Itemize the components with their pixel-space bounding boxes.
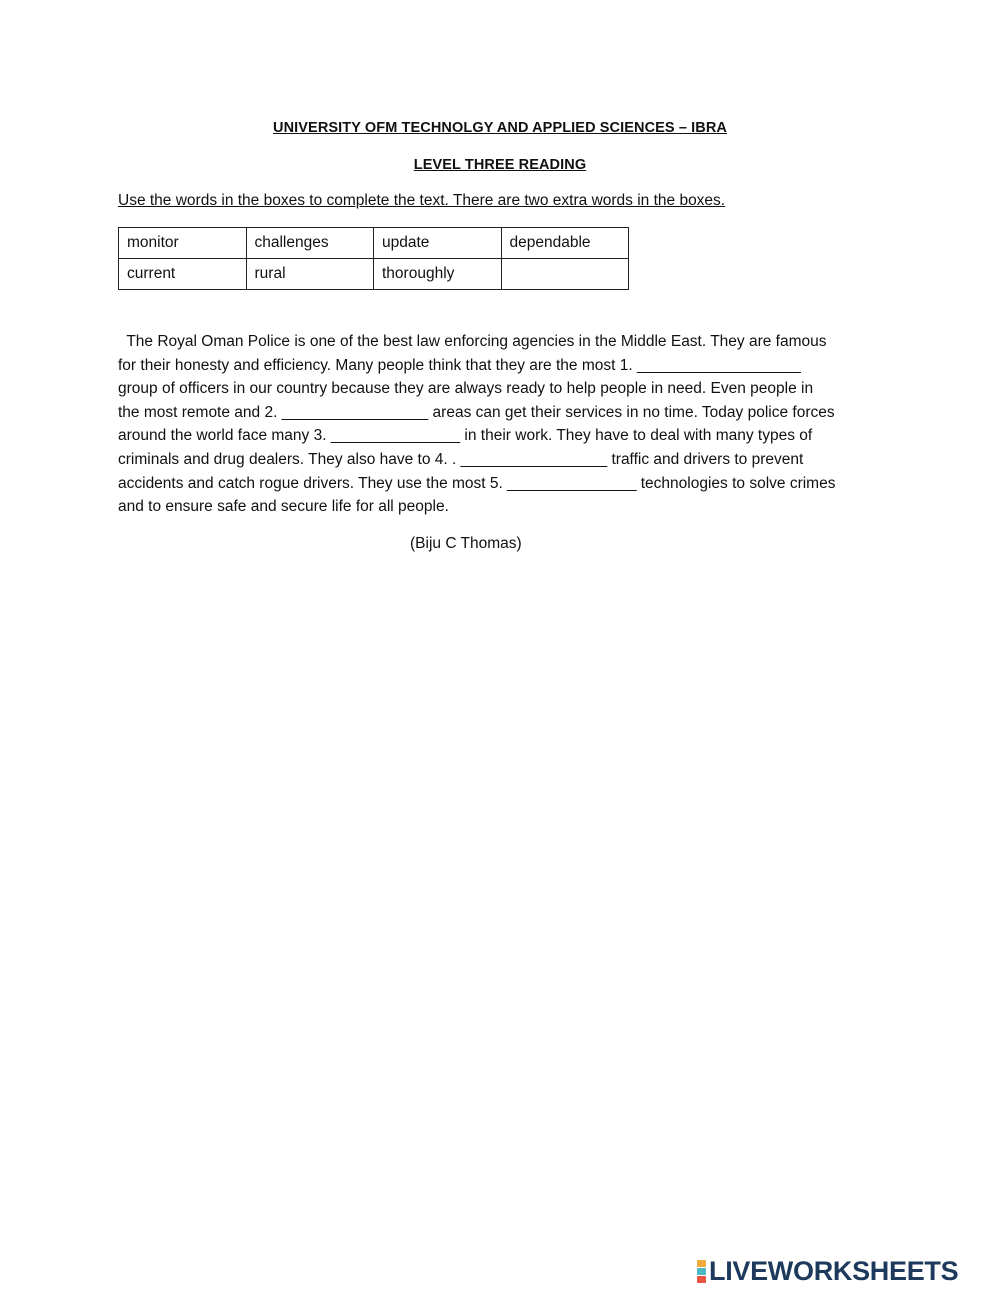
word-cell: monitor (119, 228, 247, 259)
passage-line: criminals and drug dealers. They also have to 4. . _________________ traffic and drivers to prevent (118, 450, 804, 468)
passage-line: and to ensure safe and secure life for all people. (118, 498, 449, 516)
logo-mark-block (697, 1268, 706, 1275)
passage-line: group of officers in our country because they are always ready to help people in need. Even people in (118, 380, 814, 398)
word-cell: thoroughly (374, 259, 502, 290)
author-credit: (Biju C Thomas) (410, 535, 522, 552)
table-row (119, 228, 629, 259)
document-subtitle: LEVEL THREE READING (413, 157, 587, 173)
passage-line: The Royal Oman Police is one of the best law enforcing agencies in the Middle East. They are famous (118, 333, 827, 350)
logo-text: LIVEWORKSHEETS (709, 1255, 959, 1286)
passage-line: the most remote and 2. _________________ areas can get their services in no time. Today police forces (118, 403, 835, 421)
logo-mark-block (697, 1260, 706, 1267)
word-cell (501, 259, 629, 290)
document-title: UNIVERSITY OFM TECHNOLGY AND APPLIED SCIENCES – IBRA (273, 120, 727, 136)
word-cell: rural (246, 259, 374, 290)
table-row (119, 259, 629, 290)
passage-line: around the world face many 3. _______________ in their work. They have to deal with many types of (118, 427, 813, 445)
instruction-text: Use the words in the boxes to complete the text. There are two extra words in the boxes. (118, 192, 726, 209)
word-box-table (118, 227, 629, 290)
reading-passage (118, 330, 888, 519)
logo-mark-block (697, 1276, 706, 1283)
passage-line: accidents and catch rogue drivers. They use the most 5. _______________ technologies to solve crimes (118, 474, 836, 492)
word-cell: update (374, 228, 502, 259)
word-cell: dependable (501, 228, 629, 259)
word-cell: challenges (246, 228, 374, 259)
liveworksheets-logo (697, 1256, 958, 1286)
liveworksheets-logo-icon (697, 1260, 706, 1283)
passage-line: for their honesty and efficiency. Many people think that they are the most 1. ___________________ (118, 356, 801, 374)
word-cell: current (119, 259, 247, 290)
